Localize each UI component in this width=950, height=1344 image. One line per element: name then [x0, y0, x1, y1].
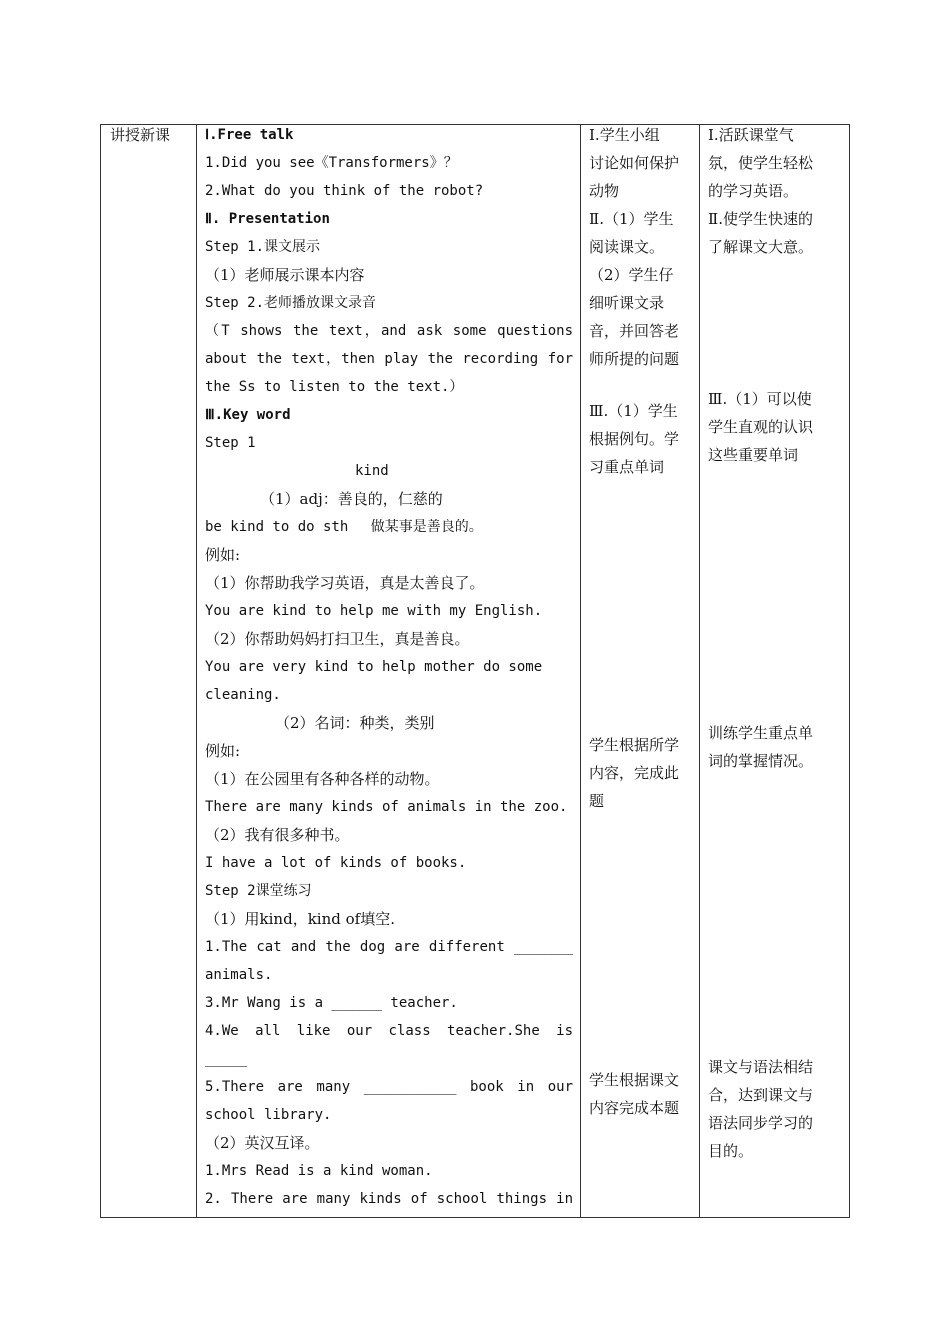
content-line: （1）你帮助我学习英语，真是太善良了。	[205, 574, 485, 592]
purpose-line: 氛，使学生轻松	[708, 154, 814, 172]
content-line: （2）你帮助妈妈打扫卫生，真是善良。	[205, 630, 470, 648]
student-line: 内容完成本题	[589, 1099, 680, 1117]
content-line: 2. There are many kinds of school things in	[205, 1191, 573, 1207]
content-line: Ⅲ.Key word	[205, 407, 291, 423]
section-label: 讲授新课	[110, 126, 171, 144]
purpose-line: 课文与语法相结	[708, 1058, 814, 1076]
content-line: 1.The cat and the dog are different _______	[205, 939, 573, 955]
content-line: I have a lot of kinds of books.	[205, 855, 467, 871]
student-line: 讨论如何保护	[589, 154, 680, 172]
content-line: Ⅰ.Free talk	[205, 127, 294, 143]
content-line: Step 2.老师播放课文录音	[205, 295, 377, 311]
content-line: school library.	[205, 1107, 332, 1123]
student-line: （2）学生仔	[589, 266, 674, 284]
content-line: be kind to do sth 做某事是善良的。	[205, 519, 483, 535]
purpose-line: 目的。	[708, 1142, 754, 1160]
content-line: 4.We all like our class teacher.She is	[205, 1023, 573, 1039]
content-line: （1）adj：善良的，仁慈的	[260, 490, 443, 508]
content-line: （2）我有很多种书。	[205, 826, 350, 844]
student-line: 学生根据课文	[589, 1071, 680, 1089]
content-line: （1）老师展示课本内容	[205, 266, 365, 284]
student-line: 动物	[589, 182, 620, 200]
content-line: 1.Did you see《Transformers》？	[205, 155, 458, 171]
purpose-line: Ⅱ.使学生快速的	[708, 210, 813, 228]
content-line: 例如:	[205, 546, 241, 564]
student-line: 内容，完成此	[589, 764, 680, 782]
purpose-line: 训练学生重点单	[708, 724, 814, 742]
purpose-line: 学生直观的认识	[708, 418, 814, 436]
purpose-line: Ⅲ.（1）可以使	[708, 390, 812, 408]
purpose-line: Ⅰ.活跃课堂气	[708, 126, 794, 144]
content-line: cleaning.	[205, 687, 281, 703]
student-line: 题	[589, 792, 605, 810]
content-line: 5.There are many ___________ book in our	[205, 1079, 573, 1095]
content-line: Step 1	[205, 435, 256, 451]
student-line: 习重点单词	[589, 458, 665, 476]
content-line: （2）英汉互译。	[205, 1134, 320, 1152]
content-line: （1）用kind，kind of填空.	[205, 910, 395, 928]
purpose-line: 了解课文大意。	[708, 238, 814, 256]
purpose-line: 合，达到课文与	[708, 1086, 814, 1104]
column-divider	[196, 125, 197, 1217]
content-line: Step 1.课文展示	[205, 239, 321, 255]
content-line: 1.Mrs Read is a kind woman.	[205, 1163, 433, 1179]
content-line: （2）名词：种类，类别	[275, 714, 435, 732]
lesson-table	[100, 124, 850, 1218]
content-line: _____	[205, 1051, 248, 1067]
content-line: about the text，then play the recording for	[205, 351, 573, 367]
column-divider	[699, 125, 700, 1217]
content-line: （T shows the text，and ask some questions	[205, 323, 573, 339]
student-line: 细听课文录	[589, 294, 665, 312]
content-line: animals.	[205, 967, 273, 983]
purpose-line: 这些重要单词	[708, 446, 799, 464]
content-line: You are very kind to help mother do some	[205, 659, 543, 675]
student-line: 师所提的问题	[589, 350, 680, 368]
student-line: 音，并回答老	[589, 322, 680, 340]
column-divider	[580, 125, 581, 1217]
content-line: kind	[355, 463, 389, 479]
student-line: 根据例句。学	[589, 430, 680, 448]
content-line: 例如:	[205, 742, 241, 760]
content-line: the Ss to listen to the text.）	[205, 379, 464, 395]
content-line: Step 2课堂练习	[205, 883, 312, 899]
content-line: 2.What do you think of the robot?	[205, 183, 484, 199]
purpose-line: 的学习英语。	[708, 182, 799, 200]
content-line: There are many kinds of animals in the zoo.	[205, 799, 568, 815]
student-line: Ⅱ.（1）学生	[589, 210, 674, 228]
content-line: 3.Mr Wang is a ______ teacher.	[205, 995, 458, 1011]
purpose-line: 语法同步学习的	[708, 1114, 814, 1132]
student-line: Ⅲ.（1）学生	[589, 402, 678, 420]
content-line: Ⅱ. Presentation	[205, 211, 330, 227]
student-line: Ⅰ.学生小组	[589, 126, 660, 144]
student-line: 学生根据所学	[589, 736, 680, 754]
student-line: 阅读课文。	[589, 238, 665, 256]
content-line: You are kind to help me with my English.	[205, 603, 543, 619]
purpose-line: 词的掌握情况。	[708, 752, 814, 770]
content-line: （1）在公园里有各种各样的动物。	[205, 770, 440, 788]
